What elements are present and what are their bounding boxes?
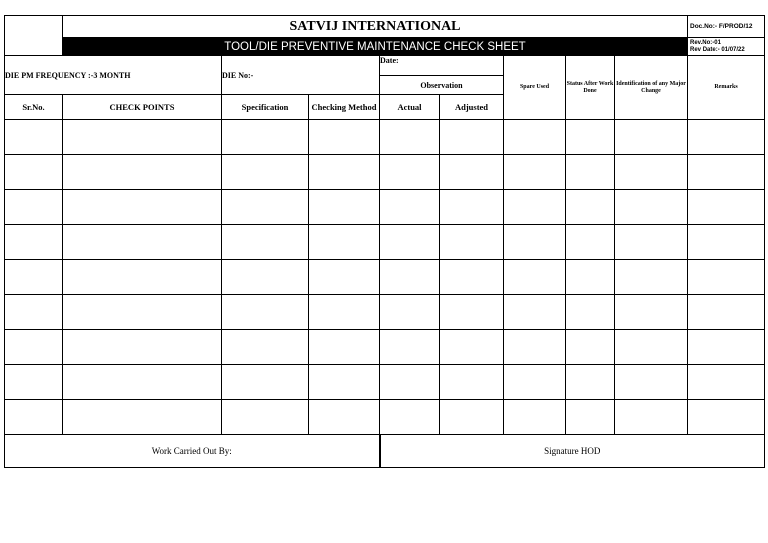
- table-cell[interactable]: [380, 190, 440, 225]
- actual-header: Actual: [380, 95, 440, 120]
- table-cell[interactable]: [63, 120, 222, 155]
- table-cell[interactable]: [222, 190, 309, 225]
- table-cell[interactable]: [5, 260, 63, 295]
- table-cell[interactable]: [380, 295, 440, 330]
- identification-header: Identification of any Major Change: [615, 56, 688, 120]
- table-cell[interactable]: [309, 330, 380, 365]
- table-cell[interactable]: [5, 225, 63, 260]
- date-field: Date:: [380, 56, 504, 76]
- table-cell[interactable]: [504, 190, 566, 225]
- table-cell[interactable]: [309, 155, 380, 190]
- table-cell[interactable]: [688, 295, 765, 330]
- table-cell[interactable]: [440, 120, 504, 155]
- check-points-header: CHECK POINTS: [63, 95, 222, 120]
- table-cell[interactable]: [222, 120, 309, 155]
- table-cell[interactable]: [63, 295, 222, 330]
- table-cell[interactable]: [63, 260, 222, 295]
- rev-date: Rev Date:- 01/07/22: [690, 46, 745, 53]
- table-cell[interactable]: [566, 260, 615, 295]
- table-cell[interactable]: [222, 400, 309, 435]
- table-cell[interactable]: [222, 155, 309, 190]
- table-cell[interactable]: [440, 295, 504, 330]
- table-cell[interactable]: [380, 365, 440, 400]
- table-cell[interactable]: [5, 155, 63, 190]
- observation-header: Observation: [380, 76, 504, 95]
- table-cell[interactable]: [440, 330, 504, 365]
- sheet-title: TOOL/DIE PREVENTIVE MAINTENANCE CHECK SHEET: [63, 38, 688, 56]
- table-cell[interactable]: [380, 225, 440, 260]
- remarks-header: Remarks: [688, 56, 765, 120]
- table-row: [5, 260, 765, 295]
- table-cell[interactable]: [222, 330, 309, 365]
- table-cell[interactable]: [504, 225, 566, 260]
- table-cell[interactable]: [440, 225, 504, 260]
- table-cell[interactable]: [222, 365, 309, 400]
- maintenance-check-sheet: [4, 15, 765, 468]
- table-cell[interactable]: [566, 120, 615, 155]
- table-cell[interactable]: [222, 225, 309, 260]
- table-cell[interactable]: [615, 330, 688, 365]
- table-cell[interactable]: [504, 400, 566, 435]
- company-name: SATVIJ INTERNATIONAL: [63, 16, 688, 38]
- table-cell[interactable]: [63, 330, 222, 365]
- table-cell[interactable]: [615, 225, 688, 260]
- status-after-header: Status After Work Done: [566, 56, 615, 120]
- table-cell[interactable]: [222, 295, 309, 330]
- table-cell[interactable]: [615, 400, 688, 435]
- table-row: [5, 120, 765, 155]
- table-cell[interactable]: [615, 260, 688, 295]
- table-cell[interactable]: [222, 260, 309, 295]
- table-cell[interactable]: [63, 190, 222, 225]
- table-cell[interactable]: [615, 190, 688, 225]
- table-cell[interactable]: [440, 365, 504, 400]
- table-cell[interactable]: [309, 365, 380, 400]
- table-row: [5, 400, 765, 435]
- table-cell[interactable]: [566, 365, 615, 400]
- table-cell[interactable]: [566, 155, 615, 190]
- table-cell[interactable]: [566, 225, 615, 260]
- table-cell[interactable]: [566, 295, 615, 330]
- table-cell[interactable]: [63, 155, 222, 190]
- table-row: [5, 190, 765, 225]
- table-cell[interactable]: [309, 190, 380, 225]
- table-cell[interactable]: [5, 190, 63, 225]
- signature-hod-label: Signature HOD: [380, 435, 765, 468]
- table-cell[interactable]: [309, 400, 380, 435]
- table-cell[interactable]: [440, 260, 504, 295]
- table-row: [5, 225, 765, 260]
- table-cell[interactable]: [380, 155, 440, 190]
- table-cell[interactable]: [688, 330, 765, 365]
- work-carried-out-label: Work Carried Out By:: [5, 435, 380, 468]
- table-row: [5, 365, 765, 400]
- table-cell[interactable]: [309, 260, 380, 295]
- table-cell[interactable]: [5, 120, 63, 155]
- check-rows: [5, 120, 765, 435]
- specification-header: Specification: [222, 95, 309, 120]
- rev-number: Rev.No:-01: [690, 39, 721, 46]
- table-cell[interactable]: [566, 190, 615, 225]
- table-cell[interactable]: [504, 295, 566, 330]
- die-number: DIE No:-: [222, 56, 380, 95]
- spare-used-header: Spare Used: [504, 56, 566, 120]
- table-cell[interactable]: [566, 400, 615, 435]
- table-cell[interactable]: [615, 155, 688, 190]
- doc-number: Doc.No:- F/PROD/12: [688, 16, 765, 38]
- table-cell[interactable]: [440, 155, 504, 190]
- table-cell[interactable]: [380, 400, 440, 435]
- table-cell[interactable]: [63, 400, 222, 435]
- table-cell[interactable]: [504, 260, 566, 295]
- table-cell[interactable]: [380, 330, 440, 365]
- table-cell[interactable]: [688, 400, 765, 435]
- table-cell[interactable]: [380, 260, 440, 295]
- table-row: [5, 330, 765, 365]
- table-cell[interactable]: [63, 365, 222, 400]
- checking-method-header: Checking Method: [309, 95, 380, 120]
- table-cell[interactable]: [63, 225, 222, 260]
- table-row: [5, 295, 765, 330]
- table-cell[interactable]: [504, 330, 566, 365]
- table-cell[interactable]: [688, 260, 765, 295]
- table-cell[interactable]: [5, 365, 63, 400]
- table-cell[interactable]: [566, 330, 615, 365]
- table-cell[interactable]: [615, 295, 688, 330]
- table-cell[interactable]: [688, 225, 765, 260]
- table-cell[interactable]: [5, 400, 63, 435]
- table-cell[interactable]: [504, 120, 566, 155]
- sr-no-header: Sr.No.: [5, 95, 63, 120]
- table-cell[interactable]: [440, 190, 504, 225]
- table-cell[interactable]: [615, 365, 688, 400]
- table-cell[interactable]: [380, 120, 440, 155]
- table-cell[interactable]: [688, 190, 765, 225]
- table-cell[interactable]: [5, 330, 63, 365]
- table-cell[interactable]: [309, 225, 380, 260]
- table-cell[interactable]: [688, 365, 765, 400]
- table-cell[interactable]: [309, 120, 380, 155]
- table-cell[interactable]: [5, 295, 63, 330]
- adjusted-header: Adjusted: [440, 95, 504, 120]
- table-cell[interactable]: [615, 120, 688, 155]
- revision-info: [688, 38, 765, 56]
- logo-cell: [5, 16, 63, 56]
- table-cell[interactable]: [688, 120, 765, 155]
- table-cell[interactable]: [504, 155, 566, 190]
- table-cell[interactable]: [440, 400, 504, 435]
- table-cell[interactable]: [504, 365, 566, 400]
- pm-frequency: DIE PM FREQUENCY :-3 MONTH: [5, 56, 222, 95]
- table-cell[interactable]: [688, 155, 765, 190]
- table-row: [5, 155, 765, 190]
- table-cell[interactable]: [309, 295, 380, 330]
